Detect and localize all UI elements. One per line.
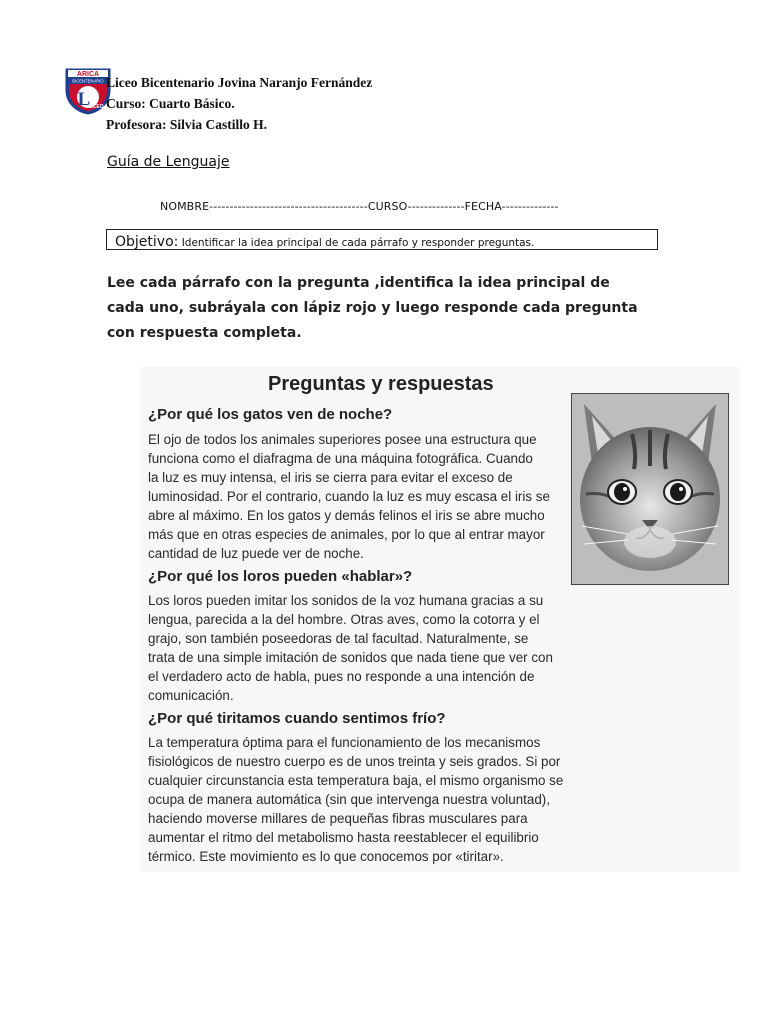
question-heading: ¿Por qué tiritamos cuando sentimos frío?: [148, 710, 446, 727]
paragraph-line: luminosidad. Por el contrario, cuando la luz es muy escasa el iris se: [148, 489, 550, 504]
paragraph-line: más que en otras especies de animales, por lo que al entrar mayor: [148, 527, 545, 542]
instructions: Lee cada párrafo con la pregunta ,identifica la idea principal de cada uno, subráyala con lápiz rojo y luego responde cada pregunta con respuesta completa.: [107, 275, 638, 341]
kitten-photo: [571, 393, 729, 585]
answer-paragraph: [148, 733, 563, 866]
paragraph-line: haciendo moverse millares de pequeñas fibras musculares para: [148, 811, 528, 826]
logo-liceo-text: LICEO: [88, 104, 104, 110]
course-line: Curso: Cuarto Básico.: [106, 96, 235, 111]
paragraph-line: fisiológicos de nuestro cuerpo es de unos treinta y seis grados. Si por: [148, 754, 561, 769]
paragraph-line: abre al máximo. En los gatos y demás felinos el iris se abre mucho: [148, 508, 545, 523]
paragraph-line: la luz es muy intensa, el iris se cierra para evitar el exceso de: [148, 470, 513, 485]
paragraph-line: ocupa de manera automática (sin que intervenga nuestra voluntad),: [148, 792, 550, 807]
paragraph-line: cantidad de luz puede ver de noche.: [148, 546, 364, 561]
teacher-line: Profesora: Silvia Castillo H.: [106, 117, 267, 132]
answer-paragraph: [148, 430, 550, 563]
paragraph-line: aumentar el ritmo del metabolismo hasta reestablecer el equilibrio: [148, 830, 539, 845]
answer-paragraph: [148, 591, 553, 705]
question-heading: ¿Por qué los gatos ven de noche?: [148, 406, 393, 423]
paragraph-line: trata de una simple imitación de sonidos que nada tiene que ver con: [148, 650, 553, 665]
paragraph-line: El ojo de todos los animales superiores posee una estructura que: [148, 432, 537, 447]
paragraph-line: térmico. Este movimiento es lo que conocemos por «tiritar».: [148, 849, 504, 864]
logo-bicentenario-text: BICENTENARIO: [72, 78, 104, 84]
guide-title: Guía de Lenguaje: [107, 154, 230, 170]
student-info-line: NOMBRE---------------------------------------CURSO--------------FECHA--------------: [160, 200, 559, 213]
paragraph-line: cualquier circunstancia esta temperatura baja, el mismo organismo se: [148, 773, 564, 788]
question-heading: ¿Por qué los loros pueden «hablar»?: [148, 568, 413, 585]
paragraph-line: funciona como el diafragma de una máquina fotográfica. Cuando: [148, 451, 533, 466]
paragraph-line: lengua, parecida a la del hombre. Otras aves, como la cotorra y el: [148, 612, 540, 627]
logo-letter: L: [77, 89, 91, 110]
paragraph-line: grajo, son también poseedoras de tal facultad. Naturalmente, se: [148, 631, 529, 646]
logo-arica-text: ARICA: [76, 71, 100, 78]
reading-title: Preguntas y respuestas: [268, 373, 494, 395]
objective-text: Identificar la idea principal de cada párrafo y responder preguntas.: [178, 237, 535, 249]
objective-label: Objetivo:: [115, 234, 179, 250]
paragraph-line: Los loros pueden imitar los sonidos de la voz humana gracias a su: [148, 593, 544, 608]
paragraph-line: el verdadero acto de habla, pues no responde a una intención de: [148, 669, 535, 684]
objective-box: [106, 229, 658, 250]
school-name: Liceo Bicentenario Jovina Naranjo Fernández: [106, 75, 373, 90]
paragraph-line: comunicación.: [148, 688, 234, 703]
paragraph-line: La temperatura óptima para el funcionamiento de los mecanismos: [148, 735, 541, 750]
school-header: [106, 72, 372, 135]
